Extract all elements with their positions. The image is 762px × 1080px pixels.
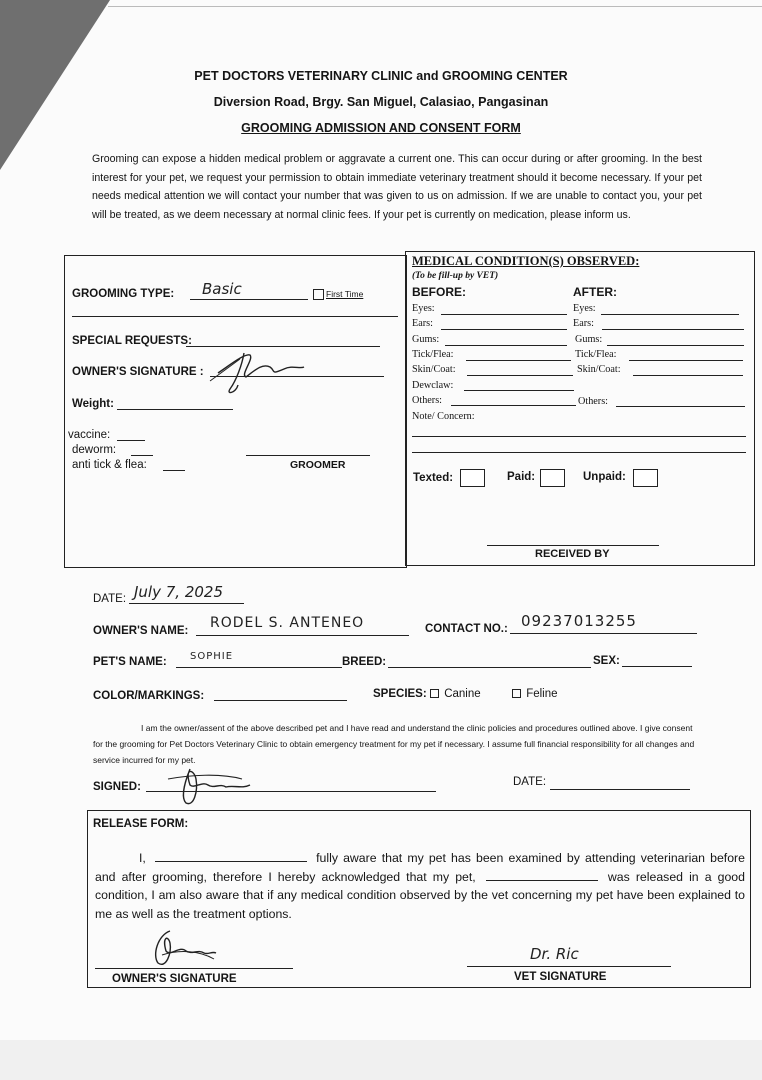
- unpaid-checkbox[interactable]: [633, 469, 658, 487]
- after-others-label: Others:: [578, 396, 608, 407]
- texted-label: Texted:: [413, 472, 454, 484]
- date-label: DATE:: [93, 593, 127, 605]
- release-form-title: RELEASE FORM:: [93, 818, 189, 830]
- before-gums-label: Gums:: [412, 334, 440, 345]
- canine-label: Canine: [444, 688, 481, 700]
- after-gums-label: Gums:: [575, 334, 603, 345]
- first-time-label: First Time: [326, 289, 364, 299]
- before-eyes-label: Eyes:: [412, 303, 435, 314]
- breed-label: BREED:: [342, 656, 387, 668]
- species-label: SPECIES:: [373, 688, 427, 700]
- groomer-label: GROOMER: [290, 459, 346, 471]
- date-value: July 7, 2025: [134, 583, 223, 601]
- groomer-line[interactable]: [246, 455, 370, 456]
- scan-bottom-margin: [0, 1040, 762, 1080]
- scan-corner-shadow: [0, 0, 110, 170]
- vaccine-label: vaccine:: [68, 429, 111, 441]
- feline-option[interactable]: [512, 688, 558, 700]
- before-ears-line[interactable]: [441, 329, 567, 330]
- after-heading: AFTER:: [573, 285, 617, 299]
- before-heading: BEFORE:: [412, 285, 466, 299]
- canine-checkbox[interactable]: [430, 689, 439, 698]
- paid-checkbox[interactable]: [540, 469, 565, 487]
- note-line-2[interactable]: [412, 452, 746, 453]
- deworm-line[interactable]: [131, 455, 153, 456]
- feline-label: Feline: [526, 688, 558, 700]
- before-ears-label: Ears:: [412, 318, 433, 329]
- grooming-type-value: Basic: [202, 280, 242, 298]
- medical-condition-title: MEDICAL CONDITION(S) OBSERVED:: [412, 254, 640, 268]
- after-ears-label: Ears:: [573, 318, 594, 329]
- pet-name-value: SOPHIE: [190, 651, 234, 662]
- after-others-line[interactable]: [616, 406, 745, 407]
- clinic-address: Diversion Road, Brgy. San Miguel, Calasiao, Pangasinan: [213, 95, 549, 109]
- left-panel: [64, 255, 407, 568]
- medical-condition-subtitle: (To be fill-up by VET): [412, 271, 499, 281]
- owner-name-line[interactable]: [196, 635, 409, 636]
- before-skin-line[interactable]: [467, 375, 573, 376]
- owner-name-label: OWNER'S NAME:: [93, 625, 189, 637]
- after-eyes-label: Eyes:: [573, 303, 596, 314]
- contact-line[interactable]: [510, 633, 697, 634]
- grooming-type-label: GROOMING TYPE:: [72, 288, 175, 300]
- contact-label: CONTACT NO.:: [425, 623, 508, 635]
- first-time-checkbox[interactable]: [313, 289, 363, 300]
- signed-label: SIGNED:: [93, 781, 141, 793]
- owner-signature-label: OWNER'S SIGNATURE :: [72, 366, 204, 378]
- owner-signature-scribble-top: [210, 345, 310, 395]
- before-others-label: Others:: [412, 395, 442, 406]
- vet-signature-label: VET SIGNATURE: [514, 971, 607, 983]
- before-skin-label: Skin/Coat:: [412, 364, 456, 375]
- release-text-3: was released in a good condition, I am also aware that if any medical condition observed by the vet concerning my pet have been explained to me as well as the treatment options.: [95, 869, 745, 921]
- feline-checkbox[interactable]: [512, 689, 521, 698]
- weight-label: Weight:: [72, 398, 114, 410]
- after-eyes-line[interactable]: [601, 314, 739, 315]
- page-top-edge: [108, 6, 762, 7]
- canine-option[interactable]: [430, 688, 481, 700]
- grooming-extra-line[interactable]: [72, 316, 398, 317]
- before-gums-line[interactable]: [445, 345, 567, 346]
- breed-line[interactable]: [388, 667, 591, 668]
- after-tick-line[interactable]: [629, 360, 743, 361]
- grooming-type-line[interactable]: [190, 299, 308, 300]
- weight-line[interactable]: [117, 409, 233, 410]
- release-pet-blank[interactable]: [486, 869, 598, 881]
- release-name-blank[interactable]: [155, 850, 307, 862]
- after-gums-line[interactable]: [607, 345, 744, 346]
- note-concern-label: Note/ Concern:: [412, 411, 475, 422]
- before-tick-label: Tick/Flea:: [412, 349, 454, 360]
- after-ears-line[interactable]: [602, 329, 744, 330]
- release-owner-signature: [140, 925, 220, 970]
- note-line-1[interactable]: [412, 436, 746, 437]
- signed-date-line[interactable]: [550, 789, 690, 790]
- sex-line[interactable]: [622, 666, 692, 667]
- owner-name-value: RODEL S. ANTENEO: [210, 615, 365, 631]
- vaccine-line[interactable]: [117, 440, 145, 441]
- received-by-label: RECEIVED BY: [535, 548, 610, 560]
- intro-paragraph: Grooming can expose a hidden medical problem or aggravate a current one. This can occur during or after grooming. In the best interest for your pet, we request your permission to obtain immediate veterinary treatment should it become necessary. If your pet needs medical attention we will contact your number that was given to us on admission. If we are unable to contact you, your pet will be treated, as we deem necessary at normal clinic fees. If your pet is currently on medication, please inform us.: [92, 153, 702, 221]
- release-text-1: I,: [139, 851, 146, 865]
- anti-tick-label: anti tick & flea:: [72, 459, 147, 471]
- release-text-2: fully aware that my pet has been examined by attending veterinarian before and after grooming, therefore I hereby acknowledged that my pet,: [95, 851, 745, 884]
- sex-label: SEX:: [593, 655, 620, 667]
- anti-tick-line[interactable]: [163, 470, 185, 471]
- form-title: GROOMING ADMISSION AND CONSENT FORM: [241, 121, 521, 135]
- signed-date-label: DATE:: [513, 776, 547, 788]
- received-by-line[interactable]: [487, 545, 659, 546]
- release-owner-signature-line[interactable]: [95, 968, 293, 969]
- after-tick-label: Tick/Flea:: [575, 349, 617, 360]
- clinic-name: PET DOCTORS VETERINARY CLINIC and GROOMING CENTER: [194, 69, 568, 83]
- before-dewclaw-line[interactable]: [464, 390, 574, 391]
- release-owner-signature-label: OWNER'S SIGNATURE: [112, 973, 237, 985]
- vet-signature-value: Dr. Ric: [530, 945, 579, 963]
- date-line[interactable]: [129, 603, 244, 604]
- consent-paragraph: I am the owner/assent of the above described pet and I have read and understand the clinic policies and procedures outlined above. I give consent for the grooming for Pet Doctors Veterinary Clinic to obtain emergency treatment for my pet if necessary. I assume full financial responsibility for all changes and service incurred for my pet.: [93, 723, 695, 765]
- after-skin-label: Skin/Coat:: [577, 364, 621, 375]
- release-form-paragraph: [95, 849, 745, 923]
- before-dewclaw-label: Dewclaw:: [412, 380, 454, 391]
- before-eyes-line[interactable]: [441, 314, 567, 315]
- color-label: COLOR/MARKINGS:: [93, 690, 205, 702]
- first-time-box[interactable]: [313, 289, 324, 300]
- paid-label: Paid:: [507, 471, 536, 483]
- vet-signature-line[interactable]: [467, 966, 671, 967]
- signed-signature: [150, 755, 260, 810]
- before-tick-line[interactable]: [466, 360, 571, 361]
- unpaid-label: Unpaid:: [583, 471, 626, 483]
- before-others-line[interactable]: [451, 405, 576, 406]
- color-line[interactable]: [214, 700, 347, 701]
- pet-name-line[interactable]: [176, 667, 342, 668]
- texted-checkbox[interactable]: [460, 469, 485, 487]
- after-skin-line[interactable]: [633, 375, 743, 376]
- special-requests-label: SPECIAL REQUESTS:: [72, 335, 192, 347]
- contact-value: 09237013255: [521, 612, 637, 630]
- pet-name-label: PET'S NAME:: [93, 656, 167, 668]
- deworm-label: deworm:: [72, 444, 117, 456]
